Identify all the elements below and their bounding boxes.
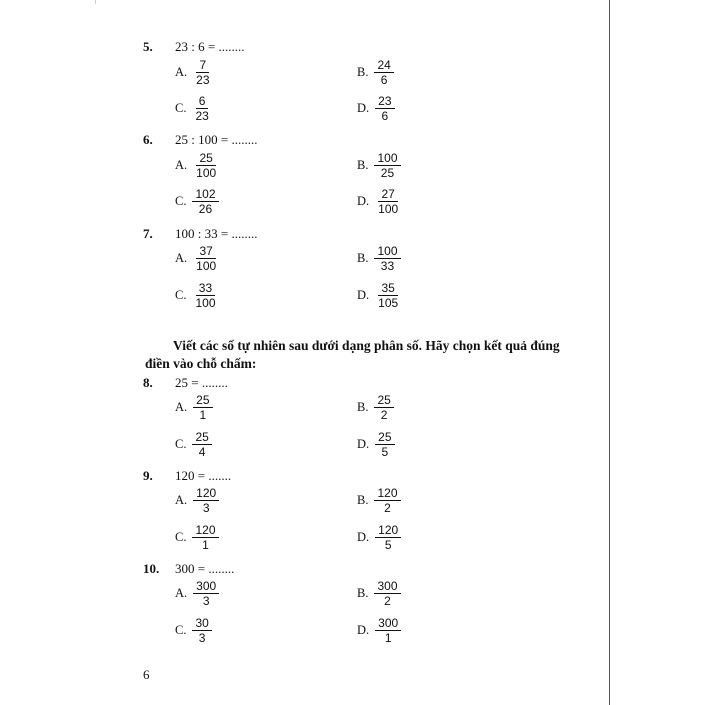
- numerator: 25: [193, 393, 212, 408]
- numerator: 120: [192, 523, 218, 538]
- option-letter: A.: [175, 493, 188, 507]
- numerator: 100: [374, 151, 400, 166]
- denominator: 26: [198, 202, 213, 216]
- numerator: 300: [193, 579, 219, 594]
- question-prompt: 23 : 6 = ........: [175, 39, 245, 54]
- numerator: 120: [193, 486, 219, 501]
- denominator: 5: [384, 538, 392, 552]
- option-d[interactable]: [357, 616, 401, 645]
- question-prompt: 25 = ........: [175, 375, 228, 390]
- fraction: [192, 616, 211, 645]
- question-prompt: 100 : 33 = ........: [175, 226, 258, 241]
- section-instruction: Viết các số tự nhiên sau dưới dạng phân số. Hãy chọn kết quả đúng điền vào chỗ chấm:: [145, 338, 560, 371]
- numerator: 300: [375, 616, 401, 631]
- denominator: 3: [202, 594, 210, 608]
- denominator: 6: [380, 73, 388, 87]
- denominator: 6: [381, 109, 389, 123]
- page-number: 6: [143, 667, 150, 682]
- denominator: 3: [198, 631, 206, 645]
- option-b[interactable]: [357, 579, 401, 608]
- option-letter: A.: [175, 65, 188, 79]
- option-letter: A.: [175, 400, 188, 414]
- option-c[interactable]: [175, 94, 212, 123]
- denominator: 2: [384, 501, 391, 515]
- fraction: [374, 151, 400, 180]
- denominator: 100: [196, 166, 217, 180]
- option-d[interactable]: [357, 523, 401, 552]
- option-c[interactable]: [175, 430, 212, 459]
- numerator: 25: [192, 430, 211, 445]
- question-number: 8.: [143, 375, 153, 390]
- question-number: 9.: [143, 468, 153, 483]
- option-c[interactable]: [175, 187, 219, 216]
- fraction: [192, 281, 218, 310]
- option-letter: A.: [175, 586, 188, 600]
- numerator: 25: [375, 430, 394, 445]
- numerator: 33: [196, 281, 215, 296]
- option-c[interactable]: [175, 616, 212, 645]
- numerator: 23: [375, 94, 394, 109]
- question-prompt: 120 = .......: [175, 468, 232, 483]
- fraction: [374, 244, 400, 273]
- numerator: 25: [374, 393, 393, 408]
- option-b[interactable]: [357, 486, 401, 515]
- option-b[interactable]: [357, 151, 401, 180]
- denominator: 23: [195, 109, 209, 123]
- option-d[interactable]: [357, 187, 401, 216]
- denominator: 23: [196, 73, 210, 87]
- fraction: [375, 94, 394, 123]
- option-d[interactable]: [357, 281, 401, 310]
- fraction: [192, 430, 211, 459]
- fraction: [193, 244, 219, 273]
- numerator: 300: [374, 579, 400, 594]
- option-letter: D.: [357, 437, 370, 451]
- option-letter: A.: [175, 251, 188, 265]
- denominator: 100: [378, 202, 399, 216]
- denominator: 105: [378, 296, 399, 310]
- option-b[interactable]: [357, 393, 394, 422]
- question-prompt: 300 = ........: [175, 561, 235, 576]
- option-a[interactable]: [175, 151, 219, 180]
- option-letter: B.: [357, 493, 369, 507]
- denominator: 2: [380, 408, 388, 422]
- denominator: 4: [198, 445, 206, 459]
- option-c[interactable]: [175, 281, 219, 310]
- denominator: 3: [202, 501, 210, 515]
- question-number: 6.: [143, 132, 153, 147]
- option-letter: D.: [357, 530, 370, 544]
- fraction: [193, 486, 219, 515]
- numerator: 37: [196, 244, 215, 259]
- fraction: [193, 393, 212, 422]
- denominator: 100: [195, 296, 216, 310]
- option-letter: B.: [357, 400, 369, 414]
- fraction: [375, 523, 401, 552]
- option-c[interactable]: [175, 523, 219, 552]
- page-edge-left: [95, 0, 96, 4]
- numerator: 100: [374, 244, 400, 259]
- fraction: [374, 58, 393, 87]
- option-a[interactable]: [175, 579, 219, 608]
- question-number: 5.: [143, 39, 153, 54]
- fraction: [193, 151, 219, 180]
- fraction: [375, 187, 401, 216]
- denominator: 5: [381, 445, 389, 459]
- denominator: 1: [199, 408, 207, 422]
- fraction: [192, 187, 218, 216]
- fraction: [375, 430, 394, 459]
- fraction: [374, 486, 400, 515]
- option-letter: D.: [357, 623, 370, 637]
- option-letter: D.: [357, 101, 370, 115]
- numerator: 7: [196, 58, 209, 73]
- option-b[interactable]: [357, 244, 401, 273]
- option-letter: D.: [357, 194, 370, 208]
- option-d[interactable]: [357, 94, 395, 123]
- option-a[interactable]: [175, 244, 219, 273]
- option-letter: C.: [175, 194, 187, 208]
- option-letter: B.: [357, 251, 369, 265]
- numerator: 25: [196, 151, 215, 166]
- option-a[interactable]: [175, 486, 219, 515]
- option-a[interactable]: [175, 393, 213, 422]
- option-letter: B.: [357, 158, 369, 172]
- fraction: [374, 393, 393, 422]
- fraction: [193, 58, 212, 87]
- denominator: 33: [380, 259, 395, 273]
- denominator: 1: [202, 538, 209, 552]
- option-letter: C.: [175, 623, 187, 637]
- numerator: 24: [374, 58, 393, 73]
- numerator: 35: [378, 281, 397, 296]
- option-a[interactable]: [175, 58, 213, 87]
- page-edge-right: [609, 0, 610, 705]
- denominator: 25: [380, 166, 395, 180]
- option-letter: A.: [175, 158, 188, 172]
- fraction: [193, 579, 219, 608]
- fraction: [375, 281, 401, 310]
- option-letter: D.: [357, 288, 370, 302]
- option-letter: C.: [175, 101, 187, 115]
- option-letter: B.: [357, 586, 369, 600]
- denominator: 2: [384, 594, 391, 608]
- option-letter: B.: [357, 65, 369, 79]
- option-letter: C.: [175, 530, 187, 544]
- fraction: [374, 579, 400, 608]
- question-number: 10.: [143, 561, 160, 576]
- fraction: [192, 94, 211, 123]
- denominator: 100: [196, 259, 217, 273]
- numerator: 6: [196, 94, 209, 109]
- fraction: [192, 523, 218, 552]
- question-prompt: 25 : 100 = ........: [175, 132, 258, 147]
- denominator: 1: [384, 631, 392, 645]
- fraction: [375, 616, 401, 645]
- numerator: 120: [375, 523, 401, 538]
- numerator: 30: [192, 616, 211, 631]
- question-number: 7.: [143, 226, 153, 241]
- option-letter: C.: [175, 288, 187, 302]
- numerator: 120: [374, 486, 400, 501]
- option-b[interactable]: [357, 58, 394, 87]
- option-d[interactable]: [357, 430, 395, 459]
- numerator: 102: [192, 187, 218, 202]
- numerator: 27: [378, 187, 397, 202]
- option-letter: C.: [175, 437, 187, 451]
